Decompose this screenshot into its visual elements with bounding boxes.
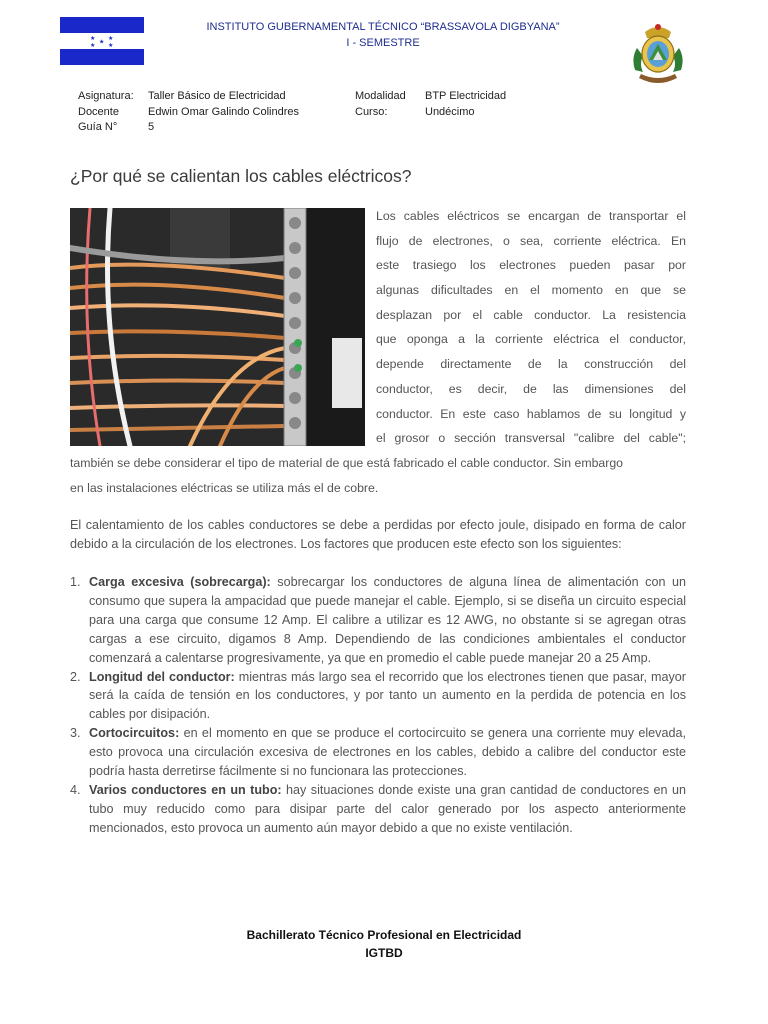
list-term: Carga excesiva (sobrecarga): <box>89 575 271 589</box>
intro-line: en las instalaciones eléctricas se utiliza más el de cobre. <box>70 480 379 495</box>
electrical-wires-photo <box>70 208 365 446</box>
intro-line: depende directamente de la construcción del <box>376 357 686 372</box>
list-number: 2. <box>70 669 81 684</box>
footer-school: IGTBD <box>365 946 403 960</box>
list-item <box>70 724 686 781</box>
list-item <box>70 781 686 838</box>
page-footer <box>0 926 768 962</box>
intro-full-width-text <box>70 451 686 500</box>
list-item <box>70 668 686 725</box>
intro-line: conductor. En este caso hablamos de su longitud y <box>376 406 686 421</box>
docente-value: Edwin Omar Galindo Colindres <box>148 105 300 118</box>
list-text: mientras más largo sea el recorrido que los electrones tienen que pasar, mayor será la caída de tensión en los conductores, y por tanto un aumento en la perdida de potencia en los cables por disipación. <box>89 669 686 722</box>
intro-line: desplazan por el cable conductor. La resistencia <box>376 307 686 322</box>
meta-values-right <box>425 89 506 120</box>
meta-labels-right <box>355 89 406 120</box>
intro-line: flujo de electrones, o sea, corriente eléctrica. En <box>376 233 686 248</box>
meta-values-left <box>148 89 299 136</box>
institution-name: INSTITUTO GUBERNAMENTAL TÉCNICO “BRASSAVOLA DIGBYANA” <box>206 21 560 33</box>
heating-paragraph: El calentamiento de los cables conductores se debe a perdidas por efecto joule, disipado en forma de calor debido a la circulación de los electrones. Los factores que producen este efecto son los siguientes: <box>70 518 686 551</box>
svg-text:★: ★ <box>108 42 114 49</box>
list-term: Varios conductores en un tubo: <box>89 782 282 797</box>
list-term: Longitud del conductor: <box>89 669 235 684</box>
semester-label: I - SEMESTRE <box>346 37 420 49</box>
honduras-flag <box>60 17 144 65</box>
institution-header <box>150 19 616 51</box>
svg-text:★: ★ <box>90 42 96 49</box>
svg-text:★: ★ <box>99 38 105 46</box>
curso-value: Undécimo <box>425 105 475 118</box>
guia-label: Guía N° <box>78 121 118 133</box>
list-number: 4. <box>70 782 81 797</box>
list-number: 1. <box>70 575 81 589</box>
svg-text:★: ★ <box>90 35 96 42</box>
list-number: 3. <box>70 726 81 741</box>
factors-list <box>70 573 686 838</box>
guia-value: 5 <box>148 121 155 133</box>
list-text: sobrecargar los conductores de alguna línea de alimentación con un consumo que supera la ampacidad que puede manejar el cable. Ejemplo, si se diseña un circuito especial para una carga que consume 12 Amp. El calibre a utilizar es 12 AWG, no obstante si se agregan otras cargas a ese circuito, digamos 8 Amp. Dependiendo de las condiciones ambientales el conductor comenzará a calentarse progresivamente, ya que en promedio el cable puede manejar 20 a 25 Amp. <box>89 575 686 665</box>
list-text: en el momento en que se produce el cortocircuito se genera una corriente muy elevada, esto provoca una circulación excesiva de electrones en los cables, debido a calibre del conductor este podría hasta derretirse fácilmente si no funcionara las protecciones. <box>89 726 686 779</box>
intro-line: también se debe considerar el tipo de material de que está fabricado el cable conductor. Sin embargo <box>70 456 624 470</box>
list-text: hay situaciones donde existe una gran cantidad de conductores en un tubo muy reducido como para disipar parte del calor generado por los aspecto anteriormente mencionados, esto provoca un aumento aún mayor debido a que no existe ventilación. <box>89 782 686 835</box>
docente-label: Docente <box>78 105 119 118</box>
modalidad-label: Modalidad <box>355 90 406 102</box>
list-item <box>70 573 686 668</box>
svg-text:★: ★ <box>108 35 114 42</box>
curso-label: Curso: <box>355 105 388 118</box>
intro-line: Los cables eléctricos se encargan de transportar el <box>376 209 686 223</box>
coat-of-arms-emblem <box>629 18 687 86</box>
meta-labels-left <box>78 89 134 136</box>
page-title: ¿Por qué se calientan los cables eléctricos? <box>70 166 412 186</box>
intro-line: conductor, es decir, de las dimensiones del <box>376 381 686 396</box>
list-term: Cortocircuitos: <box>89 726 180 741</box>
intro-wrapped-text <box>376 204 686 451</box>
intro-line: este trasiego los electrones pueden pasar por <box>376 258 686 273</box>
intro-line: algunas dificultades en el momento en que se <box>376 283 686 298</box>
intro-line: que oponga a la corriente eléctrica el conductor, <box>376 332 686 347</box>
footer-program: Bachillerato Técnico Profesional en Electricidad <box>246 928 522 942</box>
asignatura-value: Taller Básico de Electricidad <box>148 90 286 102</box>
intro-line: el grosor o sección transversal "calibre del cable"; <box>376 431 686 446</box>
modalidad-value: BTP Electricidad <box>425 90 507 102</box>
asignatura-label: Asignatura: <box>78 90 134 102</box>
